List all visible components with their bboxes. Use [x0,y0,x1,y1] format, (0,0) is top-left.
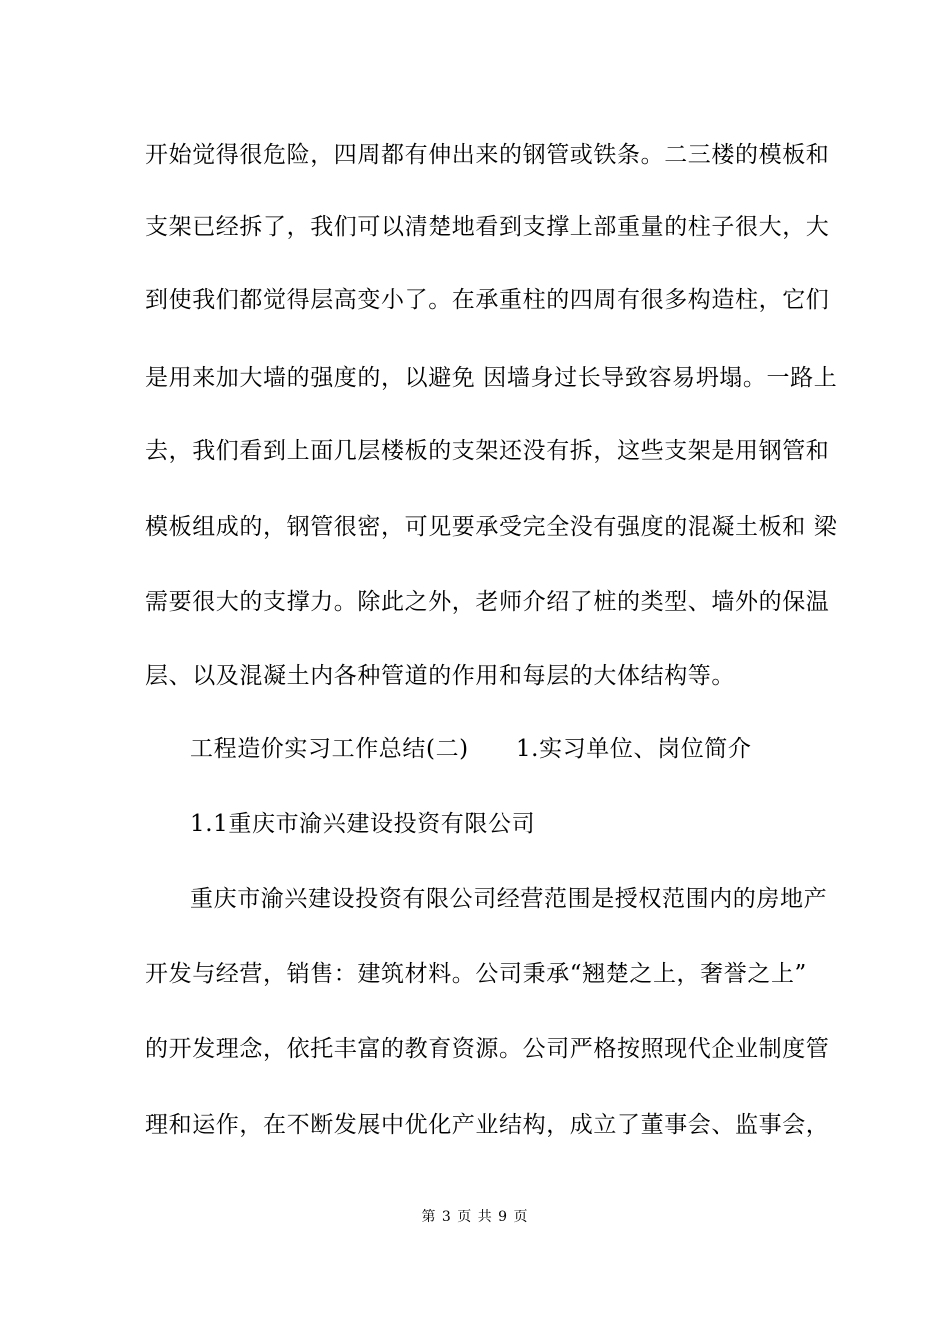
subsection-heading: 1.1重庆市渝兴建设投资有限公司 [190,811,536,837]
company-paragraph-line-4: 理和运作，在不断发展中优化产业结构，成立了董事会、监事会， [145,1112,830,1138]
paragraph-line-2: 支架已经拆了，我们可以清楚地看到支撑上部重量的柱子很大，大 [145,214,830,240]
paragraph-line-1: 开始觉得很危险，四周都有伸出来的钢管或铁条。二三楼的模板和 [145,142,830,168]
company-paragraph-line-1: 重庆市渝兴建设投资有限公司经营范围是授权范围内的房地产 [190,886,828,912]
paragraph-line-6: 模板组成的，钢管很密，可见要承受完全没有强度的混凝土板和 梁 [145,514,838,540]
paragraph-line-4: 是用来加大墙的强度的，以避免 因墙身过长导致容易坍塌。一路上 [145,365,838,391]
paragraph-line-8: 层、以及混凝土内各种管道的作用和每层的大体结构等。 [145,663,735,689]
page-number-footer: 第 3 页 共 9 页 [421,1209,529,1225]
section-heading: 工程造价实习工作总结(二) 1.实习单位、岗位简介 [190,736,752,762]
paragraph-line-7: 需要很大的支撑力。除此之外，老师介绍了桩的类型、墙外的保温 [145,589,830,615]
company-paragraph-line-2: 开发与经营，销售：建筑材料。公司秉承“翘楚之上，奢誉之上” [145,961,807,987]
paragraph-line-3: 到使我们都觉得层高变小了。在承重柱的四周有很多构造柱，它们 [145,287,830,313]
company-paragraph-line-3: 的开发理念，依托丰富的教育资源。公司严格按照现代企业制度管 [145,1036,830,1062]
paragraph-line-5: 去，我们看到上面几层楼板的支架还没有拆，这些支架是用钢管和 [145,438,830,464]
